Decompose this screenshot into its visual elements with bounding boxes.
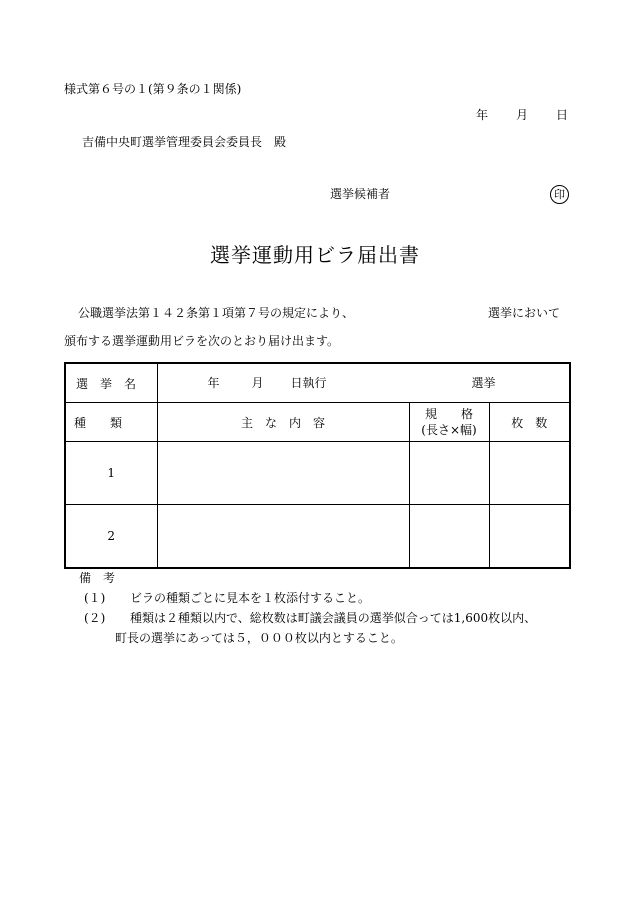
date-year-label: 年 xyxy=(476,108,489,122)
note-2-label: (２) xyxy=(84,611,106,625)
election-name-value-cell[interactable] xyxy=(157,363,570,403)
row-number: 1 xyxy=(65,442,157,505)
header-row xyxy=(65,403,570,442)
date-month-label: 月 xyxy=(516,108,529,122)
note-2-text: 種類は２種類以内で、総枚数は町議会議員の選挙似合っては1,600枚以内、 xyxy=(130,611,537,625)
note-1-label: (１) xyxy=(84,591,106,605)
row-number: 2 xyxy=(65,505,157,569)
table-row xyxy=(65,442,570,505)
election-name-row xyxy=(65,363,570,403)
spec-cell[interactable] xyxy=(409,442,489,505)
addressee: 吉備中央町選挙管理委員会委員長 殿 xyxy=(82,135,287,149)
body-text-line1a: 公職選挙法第１４２条第１項第７号の規定により、 xyxy=(78,306,355,320)
note-1-text: ビラの種類ごとに見本を１枚添付すること。 xyxy=(130,591,371,605)
election-name-label-cell xyxy=(65,363,157,403)
election-name-label: 選 挙 名 xyxy=(76,376,137,391)
count-cell[interactable] xyxy=(489,442,570,505)
candidate-label: 選挙候補者 xyxy=(330,187,391,201)
note-2-text-cont: 町長の選挙にあっては５，０００枚以内とすること。 xyxy=(115,631,403,645)
election-month-label: 月 xyxy=(251,376,264,390)
header-type-label: 種 類 xyxy=(74,415,123,430)
form-number: 様式第６号の１(第９条の１関係) xyxy=(64,82,242,96)
header-type xyxy=(65,403,157,442)
header-content: 主 な 内 容 xyxy=(157,403,409,442)
election-suffix-label: 選挙 xyxy=(471,376,496,390)
notification-table xyxy=(64,362,571,569)
body-text-line1b: 選挙において xyxy=(488,306,561,320)
election-year-label: 年 xyxy=(207,376,220,390)
date-day-label: 日 xyxy=(556,108,569,122)
table-row xyxy=(65,505,570,569)
seal-mark: 印 xyxy=(550,185,569,204)
content-cell[interactable] xyxy=(157,442,409,505)
header-spec-line1: 規 格 xyxy=(424,406,473,421)
header-count: 枚 数 xyxy=(489,403,570,442)
body-text-line2: 頒布する選挙運動用ビラを次のとおり届け出ます。 xyxy=(64,334,340,348)
spec-cell[interactable] xyxy=(409,505,489,569)
content-cell[interactable] xyxy=(157,505,409,569)
header-spec-line2: (長さ×幅) xyxy=(421,423,477,437)
count-cell[interactable] xyxy=(489,505,570,569)
notes-heading: 備 考 xyxy=(79,571,116,585)
election-day-label: 日執行 xyxy=(290,376,327,390)
header-spec xyxy=(409,403,489,442)
document-title: 選挙運動用ビラ届出書 xyxy=(210,243,420,267)
